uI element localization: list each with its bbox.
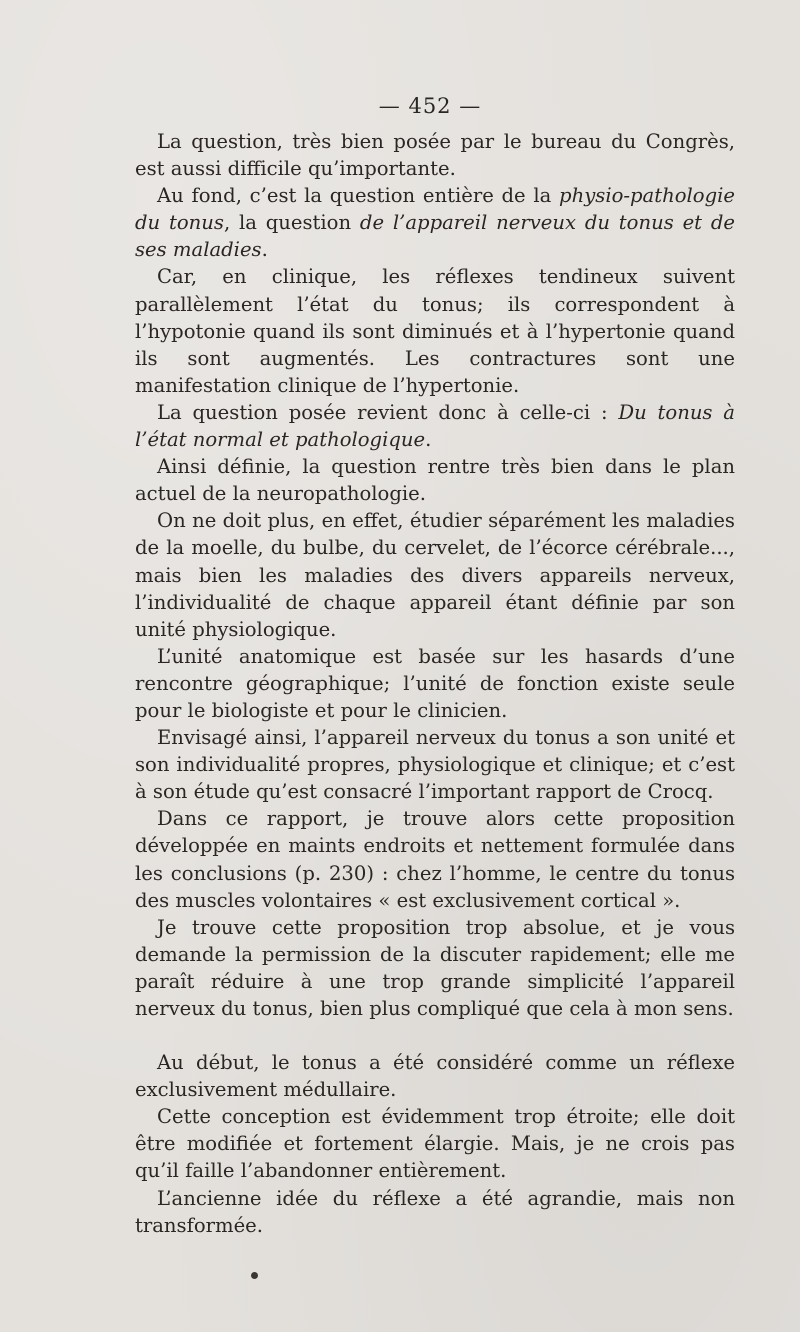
- paragraph-p9: [135, 805, 735, 913]
- paragraph-p7: [135, 643, 735, 724]
- text-segment: Dans ce rapport, je trouve alors cette proposition développée en maints endroits et nettement formulée dans les conclusions (p. 230) : chez l’homme, le centre du tonus des muscles volontaires « est exclusivement cortical ».: [135, 807, 735, 912]
- paragraph-p5: [135, 453, 735, 507]
- italic-text: physio-pathologie du tonus: [135, 184, 735, 235]
- paragraph-p4: [135, 399, 735, 453]
- body-text: [135, 128, 735, 1239]
- paragraph-p8: [135, 724, 735, 805]
- text-segment: La question, très bien posée par le bureau du Congrès, est aussi difficile qu’importante.: [135, 130, 735, 181]
- italic-text: de l’appareil nerveux du tonus et de ses maladies: [135, 211, 735, 262]
- text-segment: L’unité anatomique est basée sur les hasards d’une rencontre géographique; l’unité de fonction existe seule pour le biologiste et pour le clinicien.: [135, 644, 735, 722]
- printer-mark-dot: [251, 1272, 258, 1279]
- paragraph-p11: [135, 1049, 735, 1103]
- text-segment: Au fond, c’est la question entière de la: [157, 184, 560, 208]
- text-segment: .: [261, 238, 268, 262]
- text-segment: Envisagé ainsi, l’appareil nerveux du tonus a son unité et son individualité propres, physiologique et clinique; et c’est à son étude qu’est consacré l’important rapport de Crocq.: [135, 726, 735, 804]
- italic-text: Du tonus à l’état normal et pathologique: [135, 400, 735, 452]
- page-number: — 452 —: [378, 94, 482, 118]
- text-segment: Car, en clinique, les réflexes tendineux suivent parallèlement l’état du tonus; ils correspondent à l’hypotonie quand ils sont diminués et à l’hypertonie quand ils sont augmentés. Les contractures sont une manifestation clinique de l’hypertonie.: [135, 265, 735, 397]
- paragraph-p1: [135, 128, 735, 182]
- text-segment: On ne doit plus, en effet, étudier séparément les maladies de la moelle, du bulbe, du cervelet, de l’écorce cérébrale..., mais bien les maladies des divers appareils nerveux, l’individualité de chaque appareil étant définie par son unité physiologique.: [135, 509, 735, 641]
- paragraph-p13: [135, 1185, 735, 1239]
- text-segment: L’ancienne idée du réflexe a été agrandie, mais non transformée.: [135, 1186, 735, 1237]
- paragraph-p2: [135, 182, 735, 263]
- text-segment: .: [425, 428, 432, 452]
- paragraph-p10: [135, 914, 735, 1022]
- text-segment: La question posée revient donc à celle-ci :: [157, 400, 619, 424]
- text-segment: Ainsi définie, la question rentre très bien dans le plan actuel de la neuropathologie.: [135, 455, 735, 506]
- text-segment: Je trouve cette proposition trop absolue, et je vous demande la permission de la discuter rapidement; elle me paraît réduire à une trop grande simplicité l’appareil nerveux du tonus, bien plus compliqué que cela à mon sens.: [135, 915, 735, 1020]
- paragraph-p3: [135, 263, 735, 398]
- paragraph-p6: [135, 507, 735, 642]
- text-segment: Cette conception est évidemment trop étroite; elle doit être modifiée et fortement élargie. Mais, je ne crois pas qu’il faille l’abandonner entièrement.: [135, 1105, 735, 1183]
- paragraph-p12: [135, 1103, 735, 1184]
- text-segment: Au début, le tonus a été considéré comme un réflexe exclusivement médullaire.: [135, 1051, 735, 1102]
- text-segment: , la question: [223, 211, 360, 235]
